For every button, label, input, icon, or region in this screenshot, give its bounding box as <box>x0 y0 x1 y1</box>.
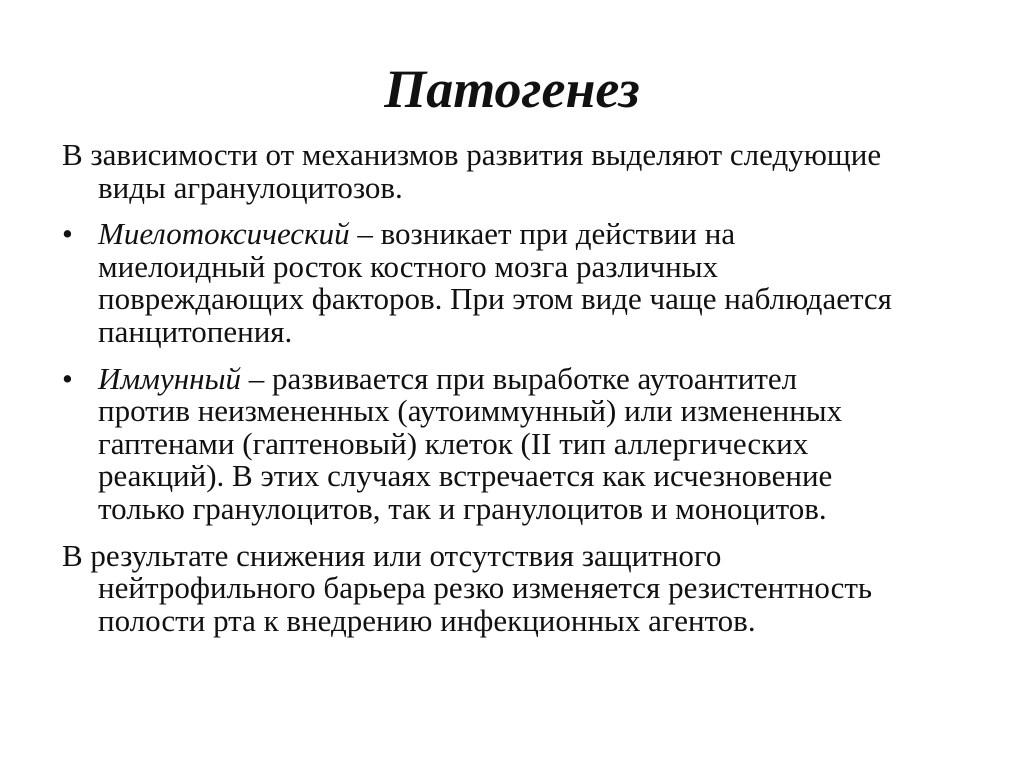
text-line: только гранулоцитов, так и гранулоцитов и моноцитов. <box>98 490 827 526</box>
text-line: против неизмененных (аутоиммунный) или измененных <box>98 393 843 429</box>
bullet-myelotoxic <box>62 218 1022 348</box>
text-line <box>62 360 1022 396</box>
bullet-icon: • <box>62 360 73 396</box>
bullet-immune <box>62 360 1022 526</box>
term: Миелотоксический <box>98 216 350 252</box>
text-line: миелоидный росток костного мозга различных <box>98 248 719 284</box>
term: Иммунный <box>98 360 241 396</box>
text-line: повреждающих факторов. При этом виде чаще наблюдается <box>98 281 892 317</box>
text-line: панцитопения. <box>98 313 293 349</box>
text-line <box>62 218 1022 251</box>
text-line: гаптенами (гаптеновый) клеток (II тип аллергических <box>98 425 809 461</box>
text-line: виды агранулоцитозов. <box>98 169 403 205</box>
intro-paragraph <box>62 139 1022 204</box>
text: – возникает при действии на <box>349 216 736 252</box>
text-line: полости рта к внедрению инфекционных агентов. <box>98 602 756 638</box>
conclusion-paragraph <box>62 537 1022 638</box>
slide-body <box>62 139 1022 651</box>
slide-title: Патогенез <box>384 59 640 119</box>
text: – развивается при выработке аутоантител <box>240 360 798 396</box>
bullet-icon: • <box>62 216 73 252</box>
text-line: нейтрофильного барьера резко изменяется резистентность <box>98 570 873 606</box>
text-line: реакций). В этих случаях встречается как исчезновение <box>98 458 833 494</box>
text-line: В зависимости от механизмов развития выделяют следующие <box>62 137 882 172</box>
text-line: В результате снижения или отсутствия защитного <box>62 537 722 573</box>
